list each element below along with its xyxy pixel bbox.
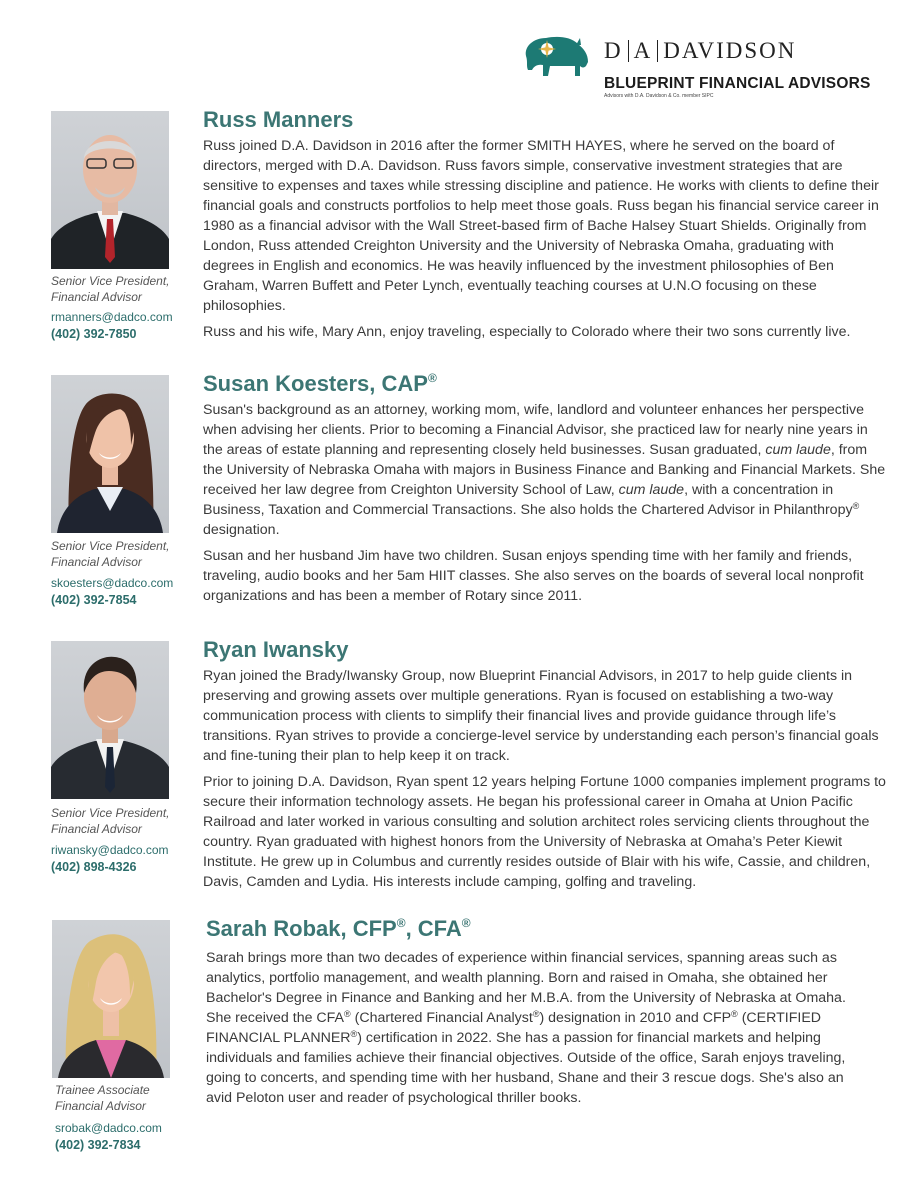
advisor-photo (52, 920, 170, 1078)
advisor-title: Senior Vice President, Financial Advisor (51, 274, 170, 304)
phone-number[interactable]: (402) 392-7854 (51, 593, 137, 607)
advisor-bio: Sarah brings more than two decades of experience within financial services, spanning areas such as analytics, portfolio management, and wealth planning. Born and raised in Omaha, she obtained her Bachelor's Degree in Finance and Banking and her M.B.A. from the University of Nebraska at Omaha. She received the CFA® (Chartered Financial Analyst®) designation in 2010 and CFP® (CERTIFIED FINANCIAL PLANNER®) certification in 2022. She has a passion for financial markets and helping individuals and families achieve their financial objectives. Outside of the office, Sarah enjoys traveling, going to concerts, and spending time with her husband, Shane and their 3 rescue dogs. She's also an avid Peloton user and reader of psychological thriller books. (206, 950, 846, 1106)
team-name: BLUEPRINT FINANCIAL ADVISORS (604, 75, 871, 92)
advisor-photo (51, 641, 169, 799)
company-logo (520, 32, 880, 102)
advisor-title: Senior Vice President, Financial Advisor (51, 539, 170, 569)
advisor-bio: Ryan joined the Brady/Iwansky Group, now Blueprint Financial Advisors, in 2017 to help guide clients in preserving and growing assets over multiple generations. Ryan is focused on establishing a two-way communication process with clients to simplify their financial lives and provide guidance through life’s transitions. Ryan strives to provide a concierge-level service by understanding each person’s financial goals and fine-tuning their plan to help keep it on track. Prior to joining D.A. Davidson, Ryan spent 12 years helping Fortune 1000 companies implement programs to secure their information technology assets. He began his professional career in Omaha at Union Pacific Railroad and later worked in various consulting and solution architect roles servicing clients throughout the country. Ryan graduated with highest honors from the University of Nebraska at Omaha’s Peter Kiewit Institute. He grew up in Columbus and currently resides outside of Blair with his wife, Cassie, and children, Davis, Camden and Lydia. His interests include camping, golfing and traveling. (203, 668, 886, 890)
phone-number[interactable]: (402) 392-7834 (55, 1138, 141, 1152)
advisor-name: Russ Manners (203, 107, 354, 132)
email-link[interactable]: srobak@dadco.com (55, 1121, 162, 1135)
email-link[interactable]: rmanners@dadco.com (51, 310, 173, 324)
advisor-photo (51, 111, 169, 269)
phone-number[interactable]: (402) 898-4326 (51, 860, 137, 874)
member-disclosure: Advisors with D.A. Davidson & Co. member SIPC (604, 93, 714, 99)
bison-logo-icon (520, 32, 592, 78)
advisor-bio: Susan's background as an attorney, working mom, wife, landlord and volunteer enhances her perspective when advising her clients. Prior to becoming a Financial Advisor, she practiced law for nearly nine years in the areas of estate planning and representing closely held businesses. Susan graduated, cum laude, from the University of Nebraska Omaha with majors in Business Finance and Banking and Financial Markets. She received her law degree from Creighton University School of Law, cum laude, with a concentration in Business, Taxation and Commercial Transactions. She also holds the Chartered Advisor in Philanthropy® designation. Susan and her husband Jim have two children. Susan enjoys spending time with her family and friends, traveling, audio books and her 5am HIIT classes. She also serves on the boards of several local nonprofit organizations and has been a member of Rotary since 2011. (203, 402, 886, 604)
advisor-photo (51, 375, 169, 533)
email-link[interactable]: skoesters@dadco.com (51, 576, 174, 590)
advisor-title: Trainee Associate Financial Advisor (55, 1083, 150, 1113)
brand-wordmark: D A DAVIDSON (604, 38, 797, 63)
email-link[interactable]: riwansky@dadco.com (51, 843, 169, 857)
advisor-name: Susan Koesters, CAP® (203, 371, 437, 396)
phone-number[interactable]: (402) 392-7850 (51, 327, 137, 341)
advisor-name: Ryan Iwansky (203, 637, 349, 662)
advisor-name: Sarah Robak, CFP®, CFA® (206, 916, 471, 941)
advisor-title: Senior Vice President, Financial Advisor (51, 806, 170, 836)
advisor-bio: Russ joined D.A. Davidson in 2016 after the former SMITH HAYES, where he served on the board of directors, merged with D.A. Davidson. Russ favors simple, conservative investment strategies that are sensitive to expenses and taxes while stressing discipline and patience. He works with clients to define their financial goals and constructs portfolios to help meet those goals. Russ began his financial service career in 1980 as a financial advisor with the Wall Street-based firm of Bache Halsey Stuart Shields. Originally from London, Russ attended Creighton University and the University of Nebraska Omaha, graduating with degrees in English and economics. He was heavily influenced by the investment philosophies of Ben Graham, Warren Buffett and Peter Lynch, eventually teaching courses at U.N.O focusing on these philosophies. Russ and his wife, Mary Ann, enjoy traveling, especially to Colorado where their two sons currently live. (203, 138, 879, 340)
